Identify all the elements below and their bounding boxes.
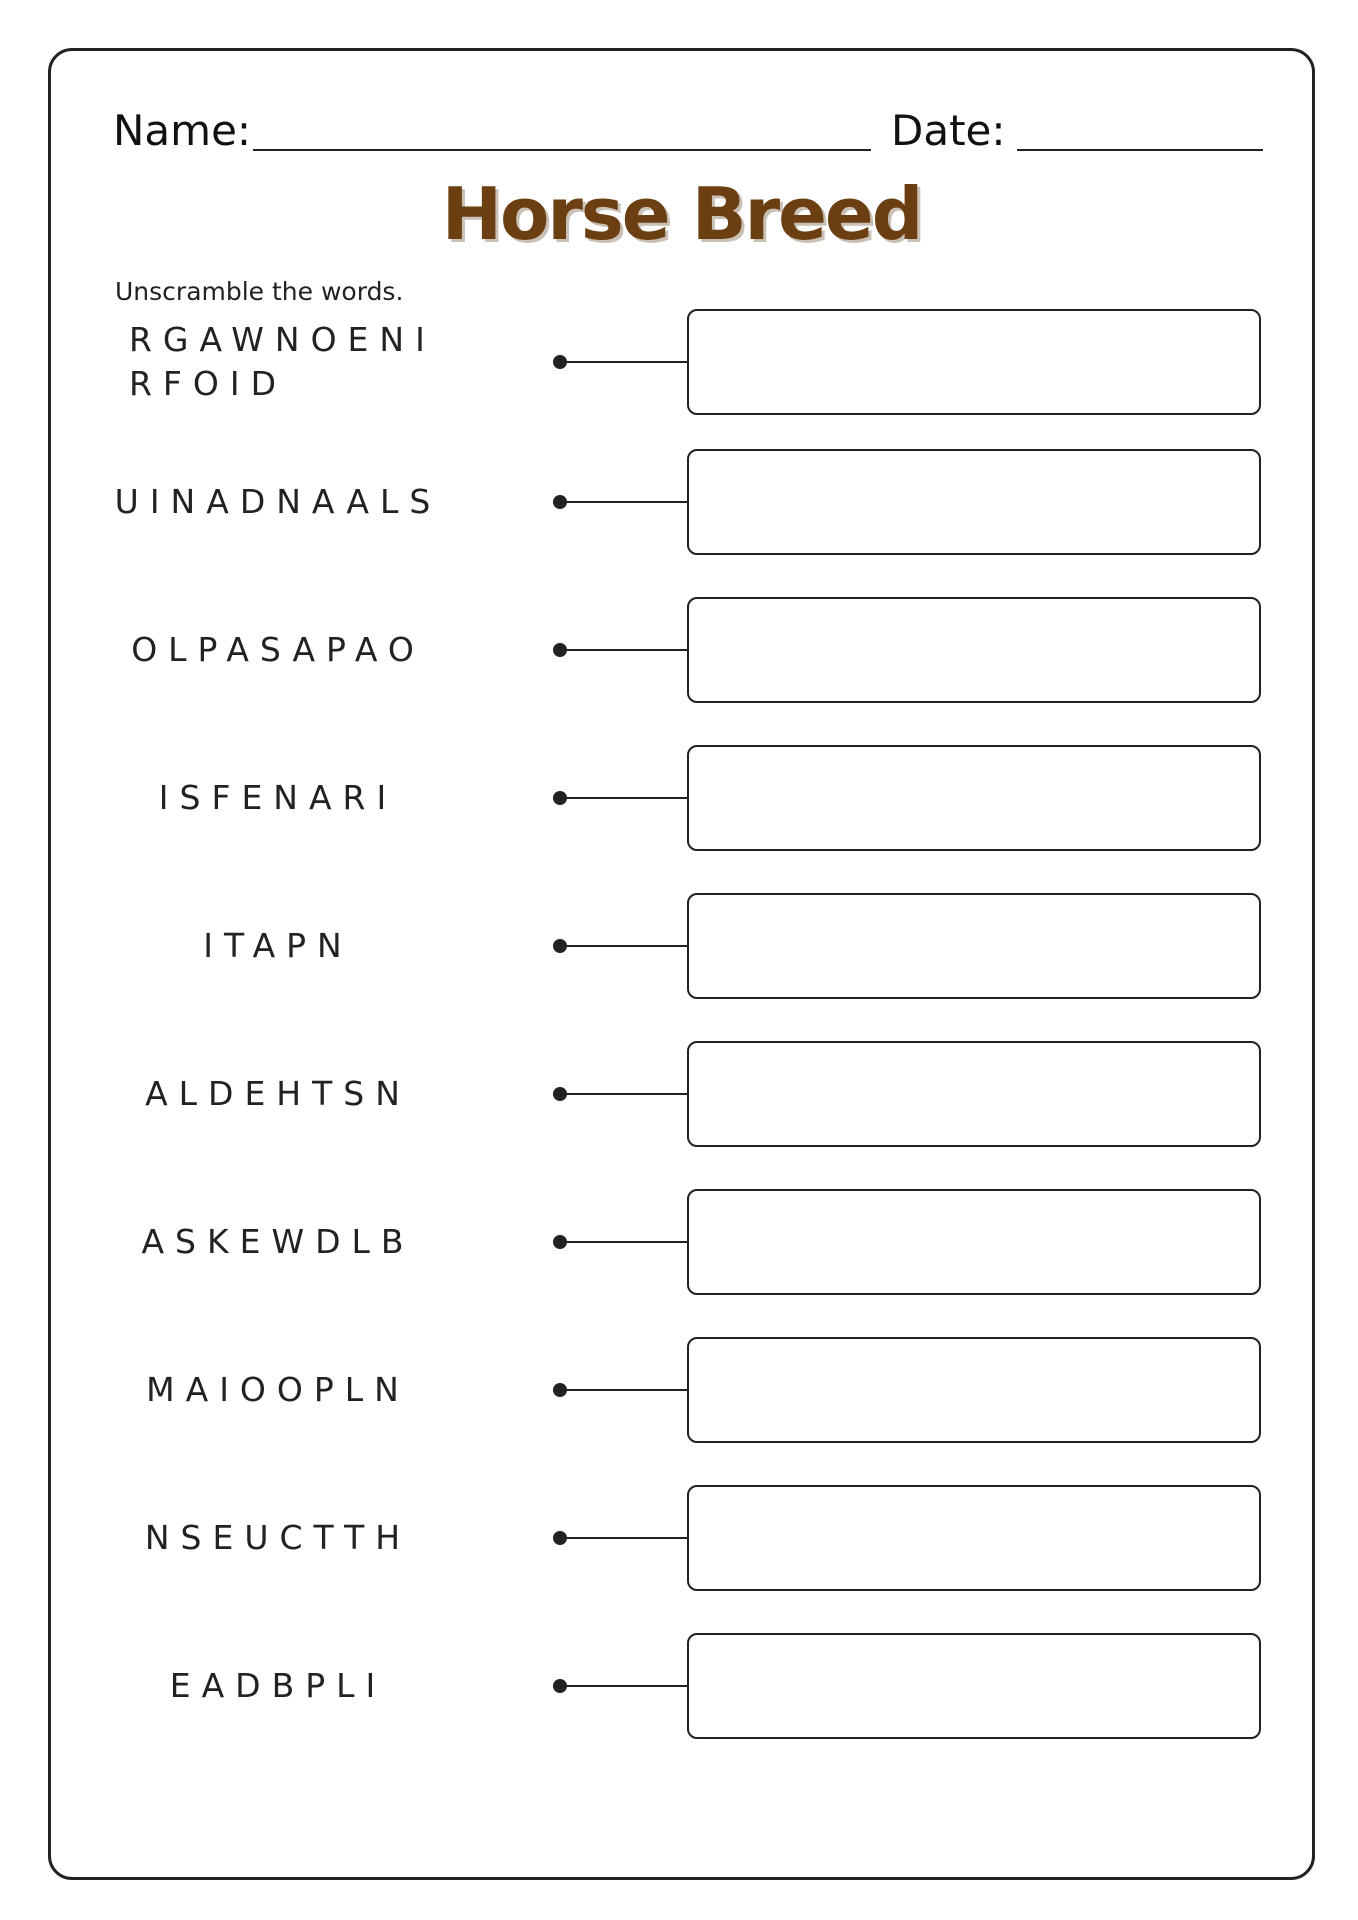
scrambled-word-text [141, 1220, 414, 1264]
instructions: Unscramble the words. [115, 277, 404, 306]
answer-box[interactable] [687, 1337, 1261, 1443]
scrambled-word-text [203, 924, 353, 968]
scrambled-word-line: RFOID [129, 364, 288, 403]
date-line[interactable] [1017, 149, 1263, 151]
scrambled-word-line: ALDEHTSN [145, 1074, 411, 1113]
scrambled-word-line: OLPASAPAO [131, 630, 425, 669]
name-label: Name: [113, 106, 252, 155]
scrambled-word-line: RGAWNOENI [129, 320, 436, 359]
answer-box[interactable] [687, 1633, 1261, 1739]
scrambled-word [113, 449, 443, 555]
word-row [51, 1337, 1312, 1443]
header [113, 103, 1263, 159]
connector-line [559, 1093, 687, 1095]
word-row [51, 745, 1312, 851]
page-title: Horse Breed [441, 172, 922, 256]
scrambled-word-text [131, 628, 425, 672]
scrambled-word-line: ASKEWDLB [141, 1222, 415, 1261]
scrambled-word [113, 1041, 443, 1147]
connector-line [559, 361, 687, 363]
connector-line [559, 649, 687, 651]
word-row [51, 1633, 1312, 1739]
scrambled-word-text [145, 1072, 411, 1116]
word-row [51, 893, 1312, 999]
answer-box[interactable] [687, 1485, 1261, 1591]
scrambled-word-text [159, 776, 397, 820]
scrambled-word [113, 597, 443, 703]
date-label: Date: [891, 106, 1006, 155]
scrambled-word [113, 1485, 443, 1591]
answer-box[interactable] [687, 597, 1261, 703]
word-row [51, 1189, 1312, 1295]
scrambled-word-line: ISFENARI [158, 778, 398, 817]
scrambled-word-text [115, 480, 442, 524]
scrambled-word-line: NSEUCTTH [144, 1518, 412, 1557]
scrambled-word-line: ITAPN [203, 926, 353, 965]
word-row [51, 1041, 1312, 1147]
scrambled-word [113, 1633, 443, 1739]
scrambled-word-line: EADBPLI [169, 1666, 387, 1705]
scrambled-word-text [170, 1664, 387, 1708]
scrambled-word [129, 309, 459, 415]
scrambled-word-text [146, 1368, 410, 1412]
scrambled-word-text [145, 1516, 411, 1560]
connector-line [559, 1389, 687, 1391]
connector-line [559, 1241, 687, 1243]
word-row [51, 309, 1312, 415]
scrambled-word [113, 1337, 443, 1443]
worksheet [48, 48, 1315, 1880]
answer-box[interactable] [687, 893, 1261, 999]
name-line[interactable] [253, 149, 871, 151]
scrambled-word [113, 1189, 443, 1295]
connector-line [559, 797, 687, 799]
word-row [51, 597, 1312, 703]
answer-box[interactable] [687, 745, 1261, 851]
scrambled-word [113, 745, 443, 851]
word-row [51, 449, 1312, 555]
word-row [51, 1485, 1312, 1591]
connector-line [559, 945, 687, 947]
scrambled-word-line: MAIOOPLN [146, 1370, 410, 1409]
scrambled-word [113, 893, 443, 999]
scrambled-word-text [129, 318, 436, 406]
scrambled-word-line: UINADNAALS [114, 482, 442, 521]
answer-box[interactable] [687, 309, 1261, 415]
answer-box[interactable] [687, 449, 1261, 555]
connector-line [559, 501, 687, 503]
answer-box[interactable] [687, 1189, 1261, 1295]
connector-line [559, 1537, 687, 1539]
answer-box[interactable] [687, 1041, 1261, 1147]
connector-line [559, 1685, 687, 1687]
